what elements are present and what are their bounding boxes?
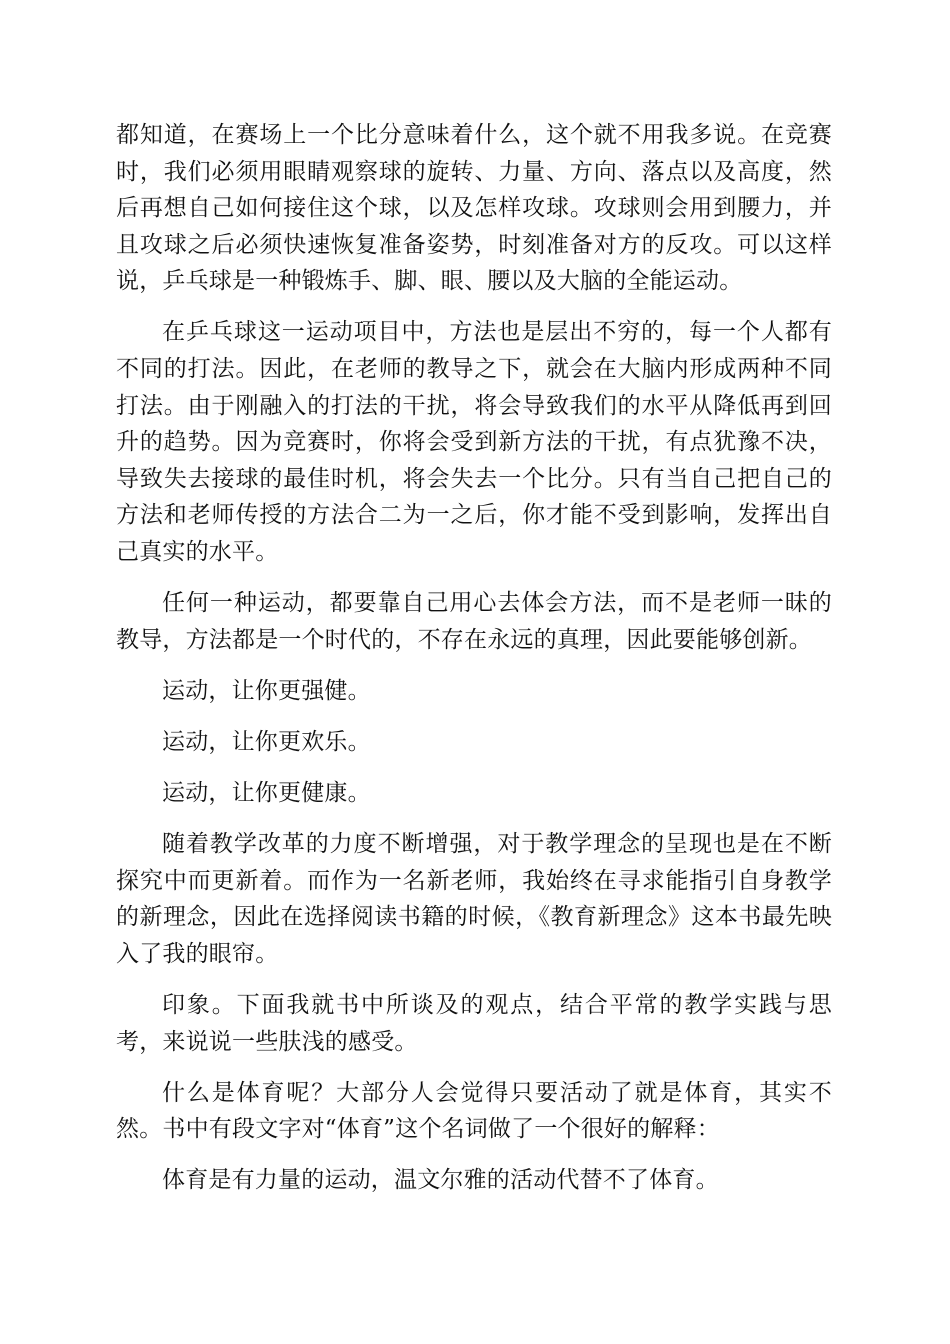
- document-body: [116, 117, 832, 1199]
- paragraph-6: 运动，让你更健康。: [162, 780, 371, 806]
- paragraph-7: 随着教学改革的力度不断增强，对于教学理念的呈现也是在不断探究中而更新着。而作为一名新老师，我始终在寻求能指引自身教学的新理念，因此在选择阅读书籍的时候，《教育新理念》这本书最先映入了我的眼帘。: [116, 831, 832, 967]
- paragraph-4: 运动，让你更强健。: [162, 677, 371, 704]
- paragraph-10: 体育是有力量的运动，温文尔雅的活动代替不了体育。: [162, 1167, 719, 1194]
- paragraph-9: 什么是体育呢？大部分人会觉得只要活动了就是体育，其实不然。书中有段文字对“体育”这个名词做了一个很好的解释：: [116, 1079, 832, 1143]
- paragraph-2: 在乒乓球这一运动项目中，方法也是层出不穷的，每一个人都有不同的打法。因此，在老师的教导之下，就会在大脑内形成两种不同打法。由于刚融入的打法的干扰，将会导致我们的水平从降低再到回升的趋势。因为竞赛时，你将会受到新方法的干扰，有点犹豫不决，导致失去接球的最佳时机，将会失去一个比分。只有当自己把自己的方法和老师传授的方法合二为一之后，你才能不受到影响，发挥出自己真实的水平。: [116, 319, 832, 566]
- paragraph-3: 任何一种运动，都要靠自己用心去体会方法，而不是老师一昧的教导，方法都是一个时代的，不存在永远的真理，因此要能够创新。: [116, 590, 832, 653]
- paragraph-5: 运动，让你更欢乐。: [162, 728, 371, 755]
- paragraph-8: 印象。下面我就书中所谈及的观点，结合平常的教学实践与思考，来说说一些肤浅的感受。: [116, 991, 832, 1055]
- paragraph-1: 都知道，在赛场上一个比分意味着什么，这个就不用我多说。在竞赛时，我们必须用眼睛观察球的旋转、力量、方向、落点以及高度，然后再想自己如何接住这个球，以及怎样攻球。攻球则会用到腰力，并且攻球之后必须快速恢复准备姿势，时刻准备对方的反攻。可以这样说，乒乓球是一种锻炼手、脚、眼、腰以及大脑的全能运动。: [116, 122, 832, 295]
